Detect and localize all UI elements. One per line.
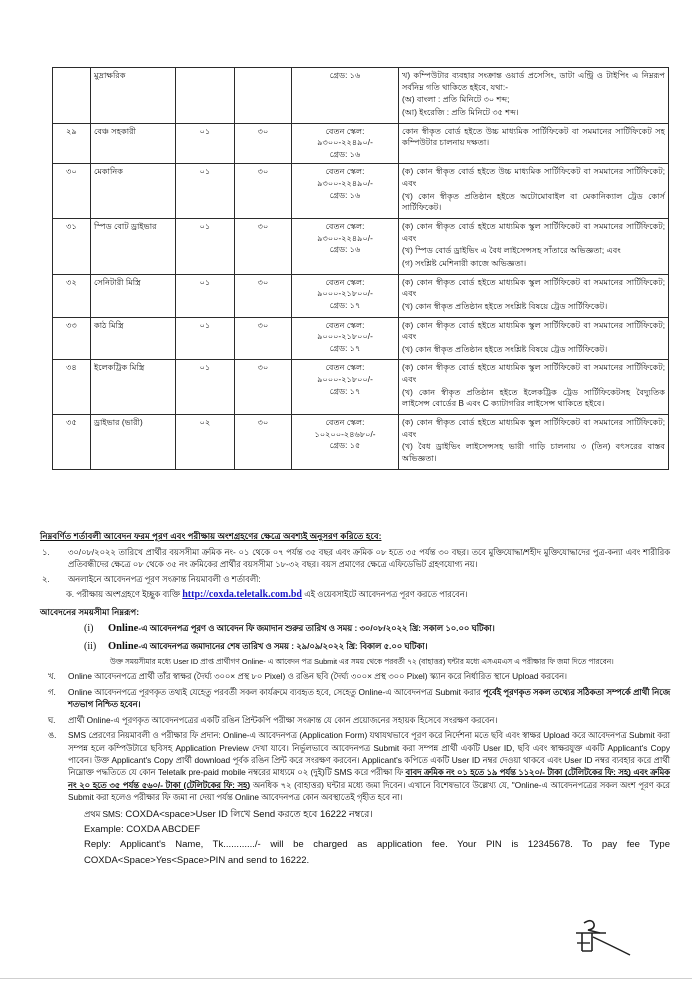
conditions-heading: নিম্নবর্ণিত শর্তাবলী আবেদন ফরম পূরণ এবং পরীক্ষায় অংশগ্রহণের ক্ষেত্রে অবশ্যই অনুসরণ করিতে হবে: [40,531,382,541]
sms-reply-text: Applicant's Name, Tk............/- will be charged as application fee. Your PIN is 12345678. To pay fee Type COXDA<Space>Yes<Space>PIN and send to 16222. [84,839,670,866]
sms-example-label: Example: [84,824,124,836]
cell-vacancy-count: ০১ [176,317,235,360]
list-marker: ২. [42,573,50,584]
cell-pay-scale [292,415,399,470]
qual-line: (আ) ইংরেজি : প্রতি মিনিটে ৩৫ শব্দ। [402,107,519,117]
condition-item-2-ka [66,587,670,602]
cell-post-name: কাঠ মিস্ত্রি [91,317,176,360]
pay-line: বেতন স্কেল: [325,418,365,428]
sms-first-label: প্রথম SMS: [84,808,123,819]
cell-vacancy-count: ০১ [176,219,235,275]
sms-format-block [84,807,670,869]
cell-age-limit: ৩০ [235,317,292,360]
sms-first-text: COXDA<space>User ID লিখে Send করতে হবে 16222 নম্বরে। [122,808,373,820]
cell-post-name: ড্রাইভার (ভারী) [91,415,176,470]
condition-text: Online আবেদনপত্রে প্রার্থী তাঁর স্বাক্ষর (দৈর্ঘ্য ৩০০× প্রস্থ ৮০ Pixel) ও রঙিন ছবি (দৈর্ঘ্য ৩০০× প্রস্থ ৩০০ Pixel) স্ক্যান করে নির্ধারিত স্থানে Upload করবেন। [68,671,567,682]
cell-age-limit: ৩০ [235,219,292,275]
job-positions-table-wrapper [52,67,669,470]
sms-example-text: COXDA ABCDEF [123,824,201,836]
pay-line: গ্রেড: ১৬ [329,71,361,80]
qual-line: (খ) স্পিড বোর্ড ড্রাইভিং এ বৈধ লাইসেন্সসহ সাঁতারে অভিজ্ঞতা; এবং [402,246,621,256]
qual-line: (গ) সংশ্লিষ্ট মেশিনারী কাজে অভিজ্ঞতা। [402,258,527,268]
cell-pay-scale [292,219,399,275]
qual-line: (ক) কোন স্বীকৃত বোর্ড হইতে মাধ্যমিক স্কুল সার্টিফিকেট বা সমমানের সার্টিফিকেট; এবং [402,363,665,385]
condition-text: ৩০/০৮/২০২২ তারিখে প্রার্থীর বয়সসীমা ক্রমিক নং- ০১ থেকে ০৭ পর্যন্ত ৩৫ বছর এবং ক্রমিক ০৮ হতে ৩৫ পর্যন্ত ৩০ বছর। তবে মুক্তিযোদ্ধা/শহীদ মুক্তিযোদ্ধাদের পুত্র-কন্যা এবং শারীরিক প্রতিবন্ধীদের ক্ষেত্রে ০৮ থেকে ৩৫ নং ক্রমিকের প্রার্থীর বয়সসীমা ১৮-৩২ বছর। বয়স প্রমাণের ক্ষেত্রে এফিডেভিট গ্রহণযোগ্য নয়। [68,546,670,570]
cell-vacancy-count: ০১ [176,274,235,317]
deadline-end-text [108,639,428,655]
pay-line: গ্রেড: ১৭ [329,300,361,310]
cell-qualification [399,68,669,124]
qual-line: (ক) কোন স্বীকৃত বোর্ড হইতে মাধ্যমিক স্কুল সার্টিফিকেট বা সমমানের সার্টিফিকেট; এবং [402,418,665,439]
cell-pay-scale [292,360,399,415]
deadline-start-text [108,621,495,637]
cell-serial: ৩২ [53,274,91,317]
pay-line: ৯৩০০-২২৪৯০/- [317,179,373,189]
cell-post-name: মুদ্রাক্ষরিক [91,68,176,124]
cell-serial: ৩৫ [53,415,91,470]
pay-line: বেতন স্কেল: [325,222,365,232]
sms-instruction-part2: অনধিক ৭২ (বাহাত্তর) ঘন্টার মধ্যে জমা দিবেন। এখানে বিশেষভাবে উল্লেখ্য যে, "Online-এ আবেদনপত্রের সকল অংশ পূরণ করে Submit করা হলেও পরীক্ষার ফি জমা না দেয়া পর্যন্ত Online আবেদনপত্র কোন অবস্থাতেই গৃহীত হবে না। [68,779,670,803]
list-marker: খ. [48,671,56,682]
online-keyword: Online [108,640,139,652]
cell-serial [53,68,91,124]
cell-vacancy-count [176,68,235,124]
qual-line: (ক) কোন স্বীকৃত বোর্ড হইতে মাধ্যমিক স্কুল সার্টিফিকেট বা সমমানের সার্টিফিকেট; এবং [402,277,665,299]
cell-vacancy-count: ০১ [176,164,235,219]
deadline-end-detail: -এ আবেদনপত্র জমাদানের শেষ তারিখ ও সময় : ২৯/০৯/২০২২ খ্রি: বিকাল ৫.০০ ঘটিকা। [138,640,428,651]
table-row [53,274,669,317]
condition-text-part1: Online আবেদনপত্রে পূরণকৃত তথ্যই যেহেতু পরবর্তী সকল কার্যক্রমে ব্যবহৃত হবে, সেহেতু Online-এ আবেদনপত্র Submit করার [68,686,484,697]
condition-item-ga [40,686,670,711]
pay-line: বেতন স্কেল: [325,167,365,177]
cell-post-name: ইলেকট্রিক মিস্ত্রি [91,360,176,415]
pay-line: ১০২০০-২৪৬৮০/- [314,429,376,439]
application-fee-emphasis: বাবদ ক্রমিক নং ০১ হতে ১৯ পর্যন্ত ১১২০/- টাকা (টেলিটকের ফি: সহ) এবং ক্রমিক নং ২০ হতে ৩৫ পর্যন্ত ৫৬০/- টাকা (টেলিটকের ফি: সহ) [68,767,670,790]
qual-line: (অ) বাংলা : প্রতি মিনিটে ৩০ শব্দ; [402,95,510,105]
table-row [53,123,669,164]
table-row [53,317,669,360]
cell-age-limit: ৩০ [235,415,292,470]
deadline-start-detail: -এ আবেদনপত্র পূরণ ও আবেদন ফি জমাদান শুরুর তারিখ ও সময় : ৩০/০৮/২০২২ খ্রি: সকাল ১০.০০ ঘটিকা। [138,623,495,634]
cell-qualification [399,219,669,275]
pay-line: ৯০০০-২১৮০০/- [317,375,373,385]
cell-qualification [399,360,669,415]
job-positions-table [52,67,669,470]
pay-line: গ্রেড: ১৭ [329,386,361,396]
list-marker: (ii) [84,640,97,652]
condition-text: প্রার্থী Online-এ পূরণকৃত আবেদনপত্রের একটি রঙিন প্রিন্টকপি পরীক্ষা সংক্রান্ত যে কোন প্রয়োজনের সহায়ক হিসেবে সংরক্ষণ করবেন। [68,714,498,725]
list-marker: ঙ. [48,730,57,741]
sms-example-line [84,822,670,837]
pay-line: ৯০০০-২১৮০০/- [317,289,373,299]
sms-reply-label: Reply: [84,839,111,851]
cell-qualification [399,415,669,470]
qual-line: (ক) কোন স্বীকৃত বোর্ড হইতে মাধ্যমিক স্কুল সার্টিফিকেট বা সমমানের সার্টিফিকেট; এবং [402,320,665,342]
list-marker: ঘ. [48,714,56,725]
application-conditions-section [40,530,670,868]
website-instruction-suffix: এই ওয়েবসাইটে আবেদনপত্র পূরণ করতে পারবেন। [301,589,468,600]
cell-serial: ৩১ [53,219,91,275]
cell-vacancy-count: ০১ [176,123,235,164]
condition-text-emphasis: পূর্বেই পূরণকৃত সকল তথ্যের সঠিকতা সম্পর্কে প্রার্থী নিজে শতভাগ নিশ্চিত হবেন। [68,686,670,710]
sms-first-line [84,807,670,822]
cell-post-name: স্পিড বোট ড্রাইভার [91,219,176,275]
cell-serial: ২৯ [53,123,91,164]
cell-qualification [399,123,669,164]
condition-item-1 [40,546,670,571]
qual-line: (খ) কোন স্বীকৃত প্রতিষ্ঠান হইতে অটোমোবাইল বা মেকানিক্যাল ট্রেড কোর্স সার্টিফিকেট। [402,191,665,213]
deadline-heading: আবেদনের সময়সীমা নিম্নরূপ: [40,607,140,618]
table-row [53,219,669,275]
online-keyword: Online [108,623,139,635]
cell-pay-scale [292,317,399,360]
pay-line: গ্রেড: ১৫ [329,441,361,451]
qual-line: কোন স্বীকৃত বোর্ড হইতে উচ্চ মাধ্যমিক সার্টিফিকেট বা সমমানের সার্টিফিকেট সহ কম্পিউটার চালনায় দক্ষতা। [402,126,665,148]
deadline-end [84,639,670,655]
page-footer-divider [0,978,692,979]
table-row [53,360,669,415]
pay-line: বেতন স্কেল: [325,320,365,330]
cell-age-limit: ৩০ [235,274,292,317]
qual-line: খ) কম্পিউটার ব্যবহার সংক্রান্ত ওয়ার্ড প্রসেসিং, ডাটা এন্ট্রি ও টাইপিং এ নিম্নরূপ সর্বনিম্ন গতি থাকিতে হইবে, যথা:- [402,71,665,92]
sms-instruction-part1: SMS প্রেরণের নিয়মাবলী ও পরীক্ষার ফি প্রদান: Online-এ আবেদনপত্র (Application Form) যথাযথভাবে পূরণ করে নির্দেশনা মতে ছবি এবং স্বাক্ষর Upload করে আবেদনপত্র Submit করা সম্পন্ন হলে কম্পিউটারে ছবিসহ Application Preview দেখা যাবে। নির্ভুলভাবে আবেদনপত্র Submit করা সম্পন্ন প্রার্থী একটি User ID, ছবি এবং স্বাক্ষরযুক্ত একটি Applicant's Copy পাবেন। উক্ত Applicant's Copy প্রার্থী download পূর্বক রঙিন প্রিন্ট করে সংরক্ষণ করবেন। Applicant's কপিতে একটি User ID নম্বর দেওয়া থাকবে এবং User ID নম্বর ব্যবহার করে প্রার্থী নিম্নোক্ত পদ্ধতিতে যে কোন Teletalk pre-paid mobile নম্বরের মাধ্যমে ০২ (দুই)টি SMS করে পরীক্ষা ফি [68,730,670,778]
cell-post-name: সেনিটারী মিস্ত্রি [91,274,176,317]
condition-item-kha [40,670,670,682]
condition-item-uo [40,729,670,804]
pay-line: বেতন স্কেল: [325,126,365,136]
cell-age-limit: ৩০ [235,123,292,164]
condition-text: অনলাইনে আবেদনপত্র পূরণ সংক্রান্ত নিয়মাবলী ও শর্তাবলী: [68,573,261,584]
list-marker: (i) [84,623,94,635]
handwritten-signature-mark [562,917,632,965]
cell-pay-scale [292,274,399,317]
condition-text [68,686,670,711]
cell-serial: ৩০ [53,164,91,219]
cell-post-name: বেঞ্চ সহকারী [91,123,176,164]
cell-post-name: মেকানিক [91,164,176,219]
cell-qualification [399,274,669,317]
cell-serial: ৩৩ [53,317,91,360]
table-row [53,68,669,124]
cell-age-limit: ৩০ [235,164,292,219]
cell-age-limit [235,68,292,124]
application-website-link[interactable]: http://coxda.teletalk.com.bd [182,589,302,601]
cell-pay-scale [292,123,399,164]
cell-vacancy-count: ০২ [176,415,235,470]
condition-item-gha [40,714,670,726]
cell-serial: ৩৪ [53,360,91,415]
pay-line: ৯০০০-২১৮০০/- [317,332,373,342]
list-marker: গ. [48,686,56,697]
pay-line: ৯৩০০-২২৪৯০/- [317,233,373,243]
table-row [53,164,669,219]
cell-vacancy-count: ০১ [176,360,235,415]
list-marker: ১. [42,546,50,557]
pay-line: গ্রেড: ১৬ [329,245,361,255]
qual-line: (খ) কোন স্বীকৃত প্রতিষ্ঠান হইতে ইলেকট্রিক ট্রেড সার্টিফিকেটসহ বৈদ্যুতিক লাইসেন্স বোর্ডের B এবং C ক্যাটাগরির লাইসেন্স থাকিতে হইবে। [402,387,665,409]
deadline-fineprint: উক্ত সময়সীমার মধ্যে User ID প্রাপ্ত প্রার্থীগণ Online- এ আবেদন পত্র Submit এর সময় থেকে পরবর্তী ৭২ (বাহাত্তর) ঘন্টার মধ্যে এসএমএস এ পরীক্ষার ফি জমা দিতে পারবেন। [110,656,614,666]
website-instruction-prefix: ক. পরীক্ষায় অংশগ্রহণে ইচ্ছুক ব্যক্তি [66,589,183,600]
pay-line: গ্রেড: ১৭ [329,343,361,353]
pay-line: গ্রেড: ১৬ [329,149,361,159]
pay-line: বেতন স্কেল: [325,277,365,287]
cell-pay-scale [292,68,399,124]
deadline-start [84,621,670,637]
condition-item-2 [40,573,670,585]
pay-line: বেতন স্কেল: [325,363,365,373]
cell-age-limit: ৩০ [235,360,292,415]
cell-qualification [399,164,669,219]
pay-line: ৯৩০০-২২৪৯০/- [317,138,373,148]
cell-qualification [399,317,669,360]
condition-text [68,729,670,804]
qual-line: (খ) কোন স্বীকৃত প্রতিষ্ঠান হইতে সংশ্লিষ্ট বিষয়ে ট্রেড সার্টিফিকেট। [402,301,608,311]
qual-line: (খ) বৈধ ড্রাইভিং লাইসেন্সসহ ভারী গাড়ি চালনায় ৩ (তিন) বৎসরের বাস্তব অভিজ্ঞতা। [402,442,665,463]
sms-reply-line [84,837,670,868]
qual-line: (ক) কোন স্বীকৃত বোর্ড হইতে উচ্চ মাধ্যমিক সার্টিফিকেট বা সমমানের সার্টিফিকেট; এবং [402,167,665,189]
pay-line: গ্রেড: ১৬ [329,190,361,200]
cell-pay-scale [292,164,399,219]
table-row [53,415,669,470]
qual-line: (খ) কোন স্বীকৃত প্রতিষ্ঠান হইতে সংশ্লিষ্ট বিষয়ে ট্রেড সার্টিফিকেট। [402,344,608,354]
table-body [53,68,669,470]
qual-line: (ক) কোন স্বীকৃত বোর্ড হইতে মাধ্যমিক স্কুল সার্টিফিকেট বা সমমানের সার্টিফিকেট; এবং [402,222,665,243]
